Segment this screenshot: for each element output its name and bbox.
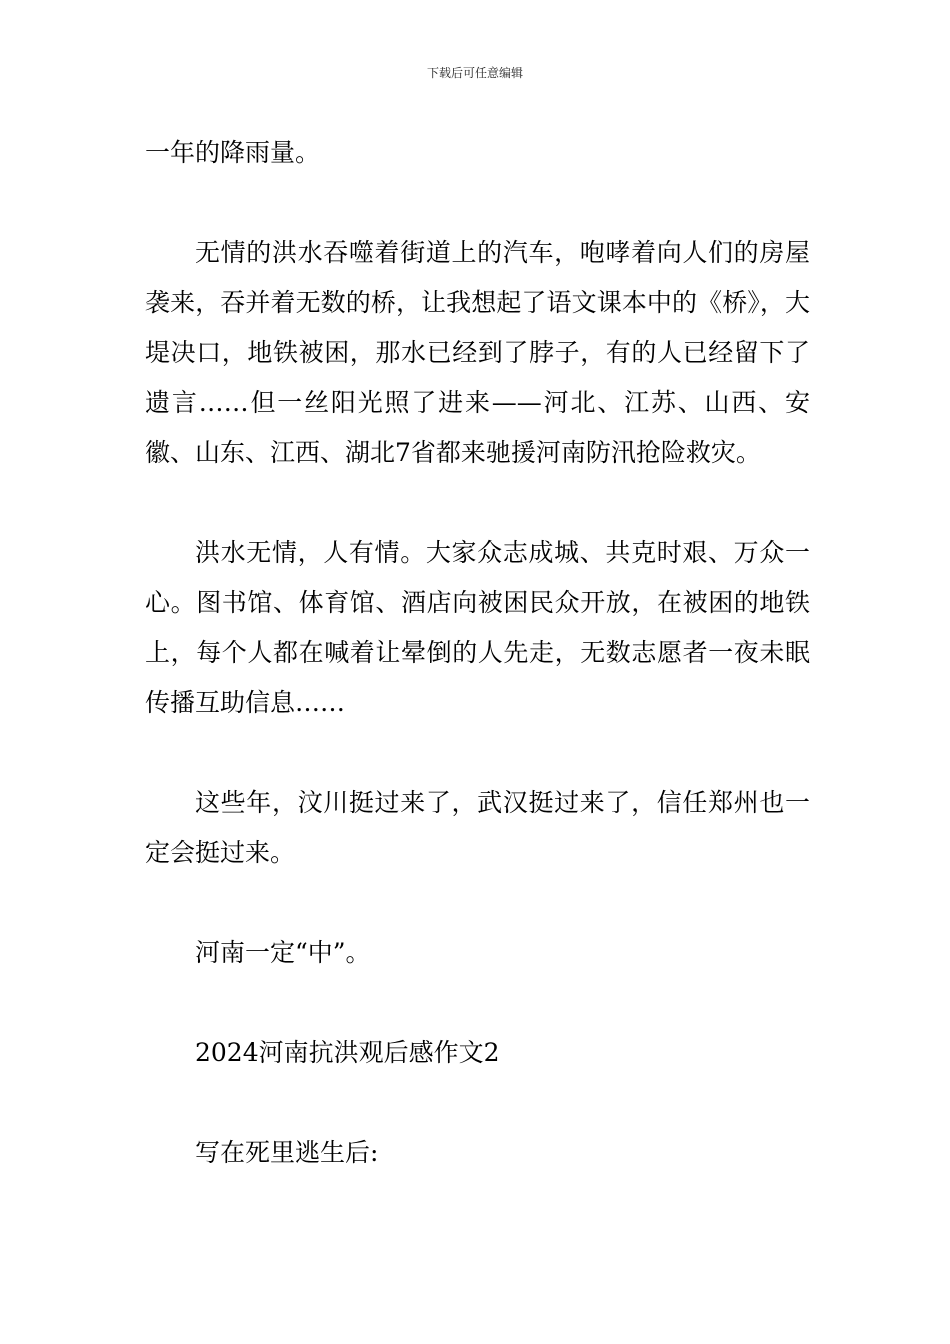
paragraph-gap xyxy=(145,978,810,1028)
paragraph-gap xyxy=(145,478,810,528)
page-header-note: 下载后可任意编辑 xyxy=(426,66,523,80)
paragraph-henan-zhong: 河南一定“中”。 xyxy=(195,938,371,967)
paragraph-flood-description: 无情的洪水吞噬着街道上的汽车，咆哮着向人们的房屋袭来，吞并着无数的桥，让我想起了语文课本中的《桥》，大堤决口，地铁被困，那水已经到了脖子，有的人已经留下了遗言……但一丝阳光照了进来——河北、江苏、山西、安徽、山东、江西、湖北7省都来驰援河南防汛抢险救灾。 xyxy=(145,238,810,467)
document-body xyxy=(145,128,810,1178)
paragraph-opening-line: 写在死里逃生后: xyxy=(195,1138,379,1167)
paragraph-continuation: 一年的降雨量。 xyxy=(145,138,321,167)
paragraph-gap xyxy=(145,728,810,778)
paragraph-solidarity: 洪水无情，人有情。大家众志成城、共克时艰、万众一心。图书馆、体育馆、酒店向被困民众开放，在被困的地铁上，每个人都在喊着让晕倒的人先走，无数志愿者一夜未眠传播互助信息…… xyxy=(145,538,810,717)
paragraph-zhengzhou: 这些年，汶川挺过来了，武汉挺过来了，信任郑州也一定会挺过来。 xyxy=(145,788,810,867)
paragraph-gap xyxy=(145,878,810,928)
paragraph-gap xyxy=(145,178,810,228)
essay-title: 2024河南抗洪观后感作文2 xyxy=(195,1038,500,1067)
paragraph-gap xyxy=(145,1078,810,1128)
